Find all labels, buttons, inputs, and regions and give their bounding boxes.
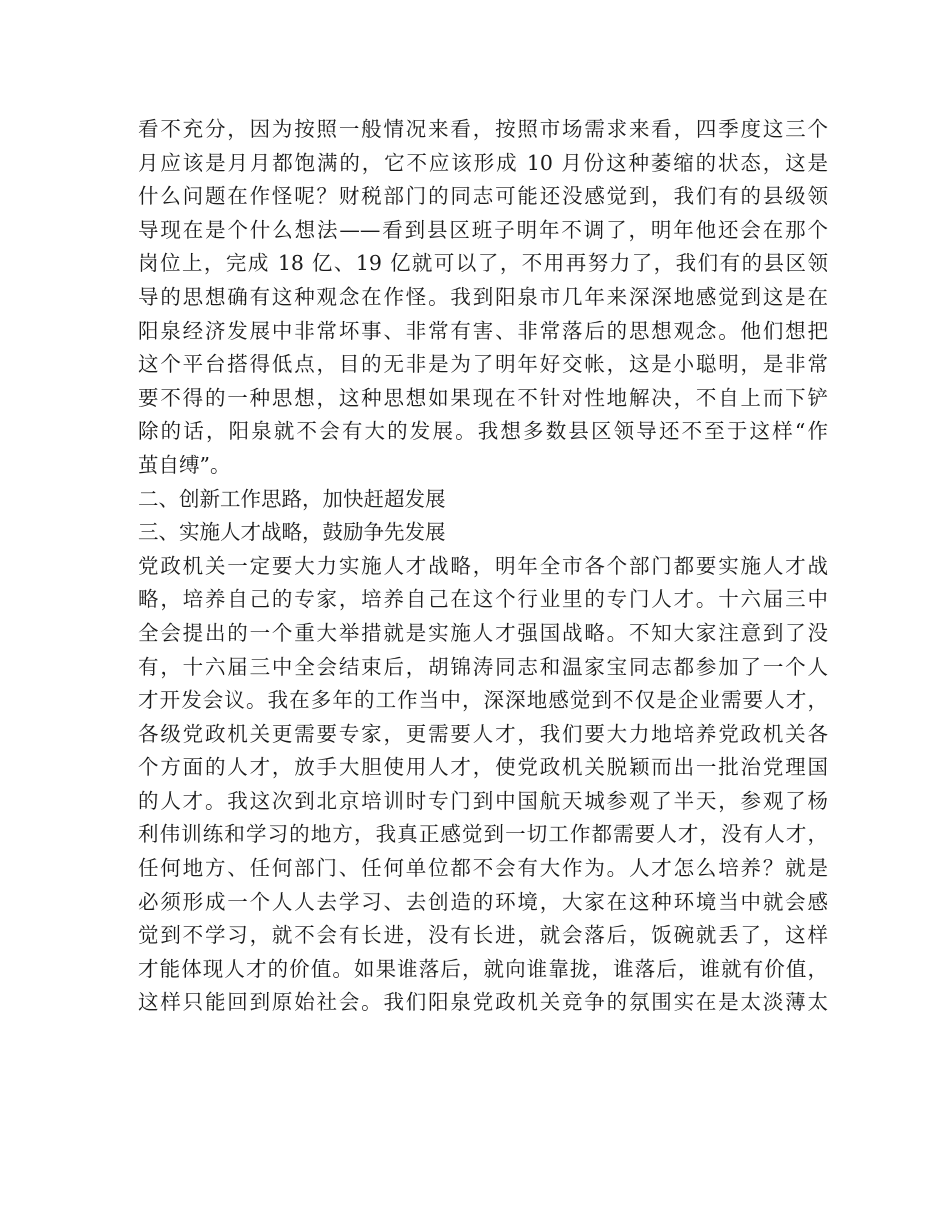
paragraph-line: 有，十六届三中全会结束后，胡锦涛同志和温家宝同志都参加了一个人: [138, 654, 828, 679]
paragraph-line: 什么问题在作怪呢？财税部门的同志可能还没感觉到，我们有的县级领: [138, 184, 828, 209]
paragraph-line: 阳泉经济发展中非常坏事、非常有害、非常落后的思想观念。他们想把: [138, 318, 828, 343]
paragraph-line: 看不充分，因为按照一般情况来看，按照市场需求来看，四季度这三个: [138, 117, 828, 141]
paragraph-line: 必须形成一个人人去学习、去创造的环境，大家在这种环境当中就会感: [138, 889, 828, 914]
paragraph-line: 要不得的一种思想，这种思想如果现在不针对性地解决，不自上而下铲: [138, 385, 828, 410]
paragraph-line: 才开发会议。我在多年的工作当中，深深地感觉到不仅是企业需要人才，: [138, 688, 828, 713]
paragraph-line: 茧自缚”。: [138, 452, 231, 477]
paragraph-line: 党政机关一定要大力实施人才战略，明年全市各个部门都要实施人才战: [138, 553, 828, 578]
paragraph-line: 个方面的人才，放手大胆使用人才，使党政机关脱颖而出一批治党理国: [138, 755, 828, 780]
section-heading-3: 三、实施人才战略，鼓励争先发展: [138, 520, 446, 545]
body-text: [138, 113, 828, 1020]
paragraph-line: 的人才。我这次到北京培训时专门到中国航天城参观了半天，参观了杨: [138, 788, 828, 813]
paragraph-line: 任何地方、任何部门、任何单位都不会有大作为。人才怎么培养？就是: [138, 856, 828, 881]
paragraph-line: 月应该是月月都饱满的，它不应该形成 10 月份这种萎缩的状态，这是: [138, 150, 828, 175]
paragraph-line: 略，培养自己的专家，培养自己在这个行业里的专门人才。十六届三中: [138, 587, 828, 612]
paragraph-line: 导的思想确有这种观念在作怪。我到阳泉市几年来深深地感觉到这是在: [138, 284, 828, 309]
paragraph-line: 这个平台搭得低点，目的无非是为了明年好交帐，这是小聪明，是非常: [138, 352, 828, 377]
paragraph-line: 觉到不学习，就不会有长进，没有长进，就会落后，饭碗就丢了，这样: [138, 923, 828, 948]
paragraph-line: 利伟训练和学习的地方，我真正感觉到一切工作都需要人才，没有人才，: [138, 822, 828, 847]
paragraph-line: 这样只能回到原始社会。我们阳泉党政机关竞争的氛围实在是太淡薄太: [138, 990, 828, 1015]
paragraph-line: 全会提出的一个重大举措就是实施人才强国战略。不知大家注意到了没: [138, 620, 828, 645]
section-heading-2: 二、创新工作思路，加快赶超发展: [138, 486, 446, 511]
paragraph-line: 才能体现人才的价值。如果谁落后，就向谁靠拢，谁落后，谁就有价值，: [138, 956, 828, 981]
paragraph-line: 岗位上，完成 18 亿、19 亿就可以了，不用再努力了，我们有的县区领: [138, 251, 828, 276]
paragraph-line: 除的话，阳泉就不会有大的发展。我想多数县区领导还不至于这样“作: [138, 419, 828, 444]
paragraph-line: 各级党政机关更需要专家，更需要人才，我们要大力地培养党政机关各: [138, 721, 828, 746]
paragraph-line: 导现在是个什么想法——看到县区班子明年不调了，明年他还会在那个: [138, 217, 828, 242]
